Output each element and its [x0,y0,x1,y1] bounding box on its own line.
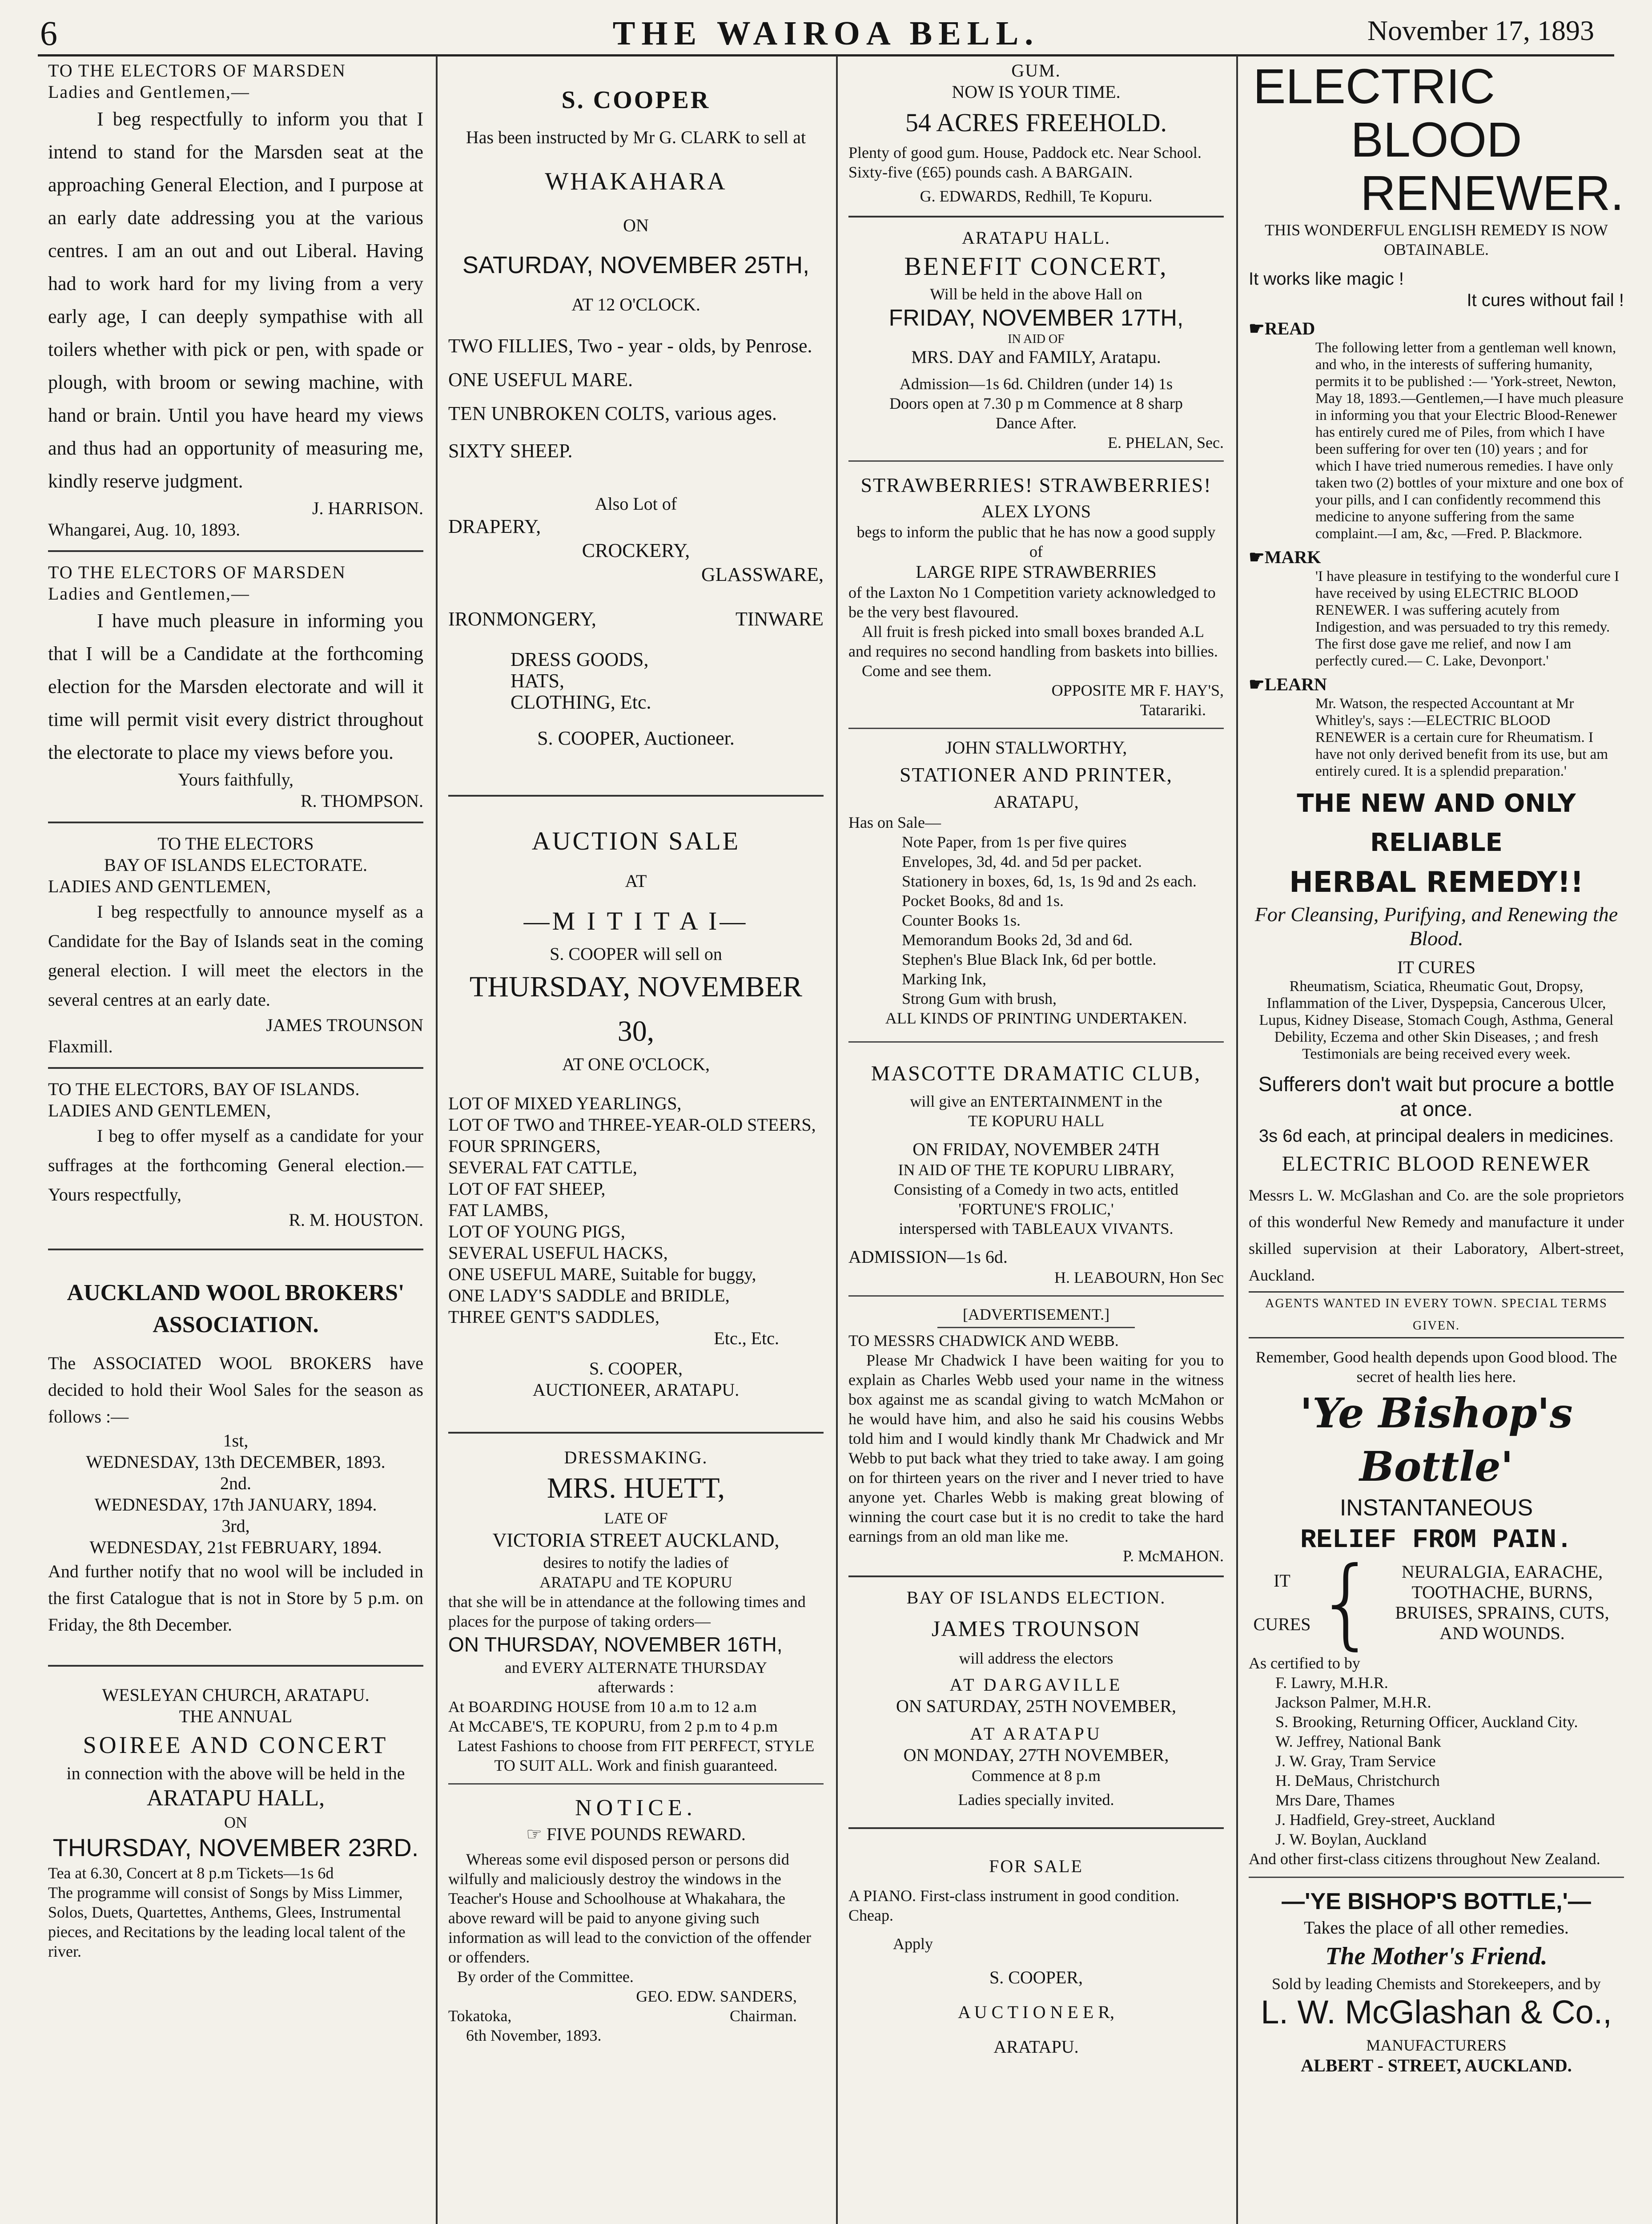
ad-line: Has been instructed by Mr G. CLARK to sell at [466,127,806,147]
product-title: 'Ye Bishop's Bottle' [1300,1389,1573,1491]
notice-subtitle [448,1824,824,1845]
event-date: FRIDAY, NOVEMBER 17TH, [888,305,1184,331]
venue: AT DARGAVILLE [949,1675,1123,1695]
ad-line: And other first-class citizens throughout New Zealand. [1249,1850,1600,1868]
column-divider [436,56,438,2224]
at-label: AT [625,871,647,891]
ad-signature: OPPOSITE MR F. HAY'S, [1051,681,1224,699]
notice-salutation: LADIES AND GENTLEMEN, [48,876,271,896]
notice-place: Tokatoka, [448,2007,512,2025]
notice-role: Chairman. [730,2007,797,2025]
ad-place: ARATAPU. [993,2037,1079,2057]
brand-line: ELECTRIC BLOOD RENEWER [1282,1152,1591,1176]
venue: ARATAPU HALL, [146,1785,325,1811]
divider [48,1249,423,1250]
ad-line: Has on Sale— [848,814,941,831]
ad-line: THIS WONDERFUL ENGLISH REMEDY IS NOW OBTAINABLE. [1265,221,1608,258]
stationer-ad [848,737,1224,1028]
ad-place: Tatarariki. [1140,701,1206,719]
ad-line: Will be held in the above Hall on [930,285,1142,303]
ad-body: Plenty of good gum. House, Paddock etc. Near School. Sixty-five (£65) pounds cash. A BARGAIN. [848,144,1202,181]
sale-item: LOT OF FAT SHEEP, [448,1179,606,1199]
stationery-item: Memorandum Books 2d, 3d and 6d. [902,931,1133,949]
ad-line: LATE OF [604,1509,668,1527]
letter-signature: P. McMAHON. [1122,1547,1224,1565]
harrison-notice [48,60,423,540]
notice-body: I beg to offer myself as a candidate for your suffrages at the forthcoming General election.—Yours respectfully, [48,1126,423,1205]
ad-line: Takes the place of all other remedies. [1304,1918,1569,1938]
column-divider [836,56,838,2224]
goods: DRAPERY, [448,516,541,537]
notice-salutation: Ladies and Gentlemen,— [48,82,250,102]
ad-line: Ladies specially invited. [958,1791,1114,1809]
visit-date: ON THURSDAY, NOVEMBER 16TH, [448,1633,783,1656]
divider [448,795,824,797]
divider [48,822,423,823]
venue: AT ARATAPU [970,1724,1102,1744]
certifier: J. Hadfield, Grey-street, Auckland [1275,1811,1495,1829]
ad-line: will give an ENTERTAINMENT in the [910,1092,1162,1110]
column-2 [440,60,832,2224]
goods: CROCKERY, [582,540,690,561]
ad-line: S. COOPER will sell on [550,944,722,964]
sale-item: LOT OF TWO and THREE-YEAR-OLD STEERS, [448,1115,816,1135]
whakahara-sale-ad [448,60,824,755]
testimonial: 'I have pleasure in testifying to the wonderful cure I have received by using ELECTRIC BLOOD RENEWER. I was suffering acutely from Indigestion, and was persuaded to try this remedy. The first dose gave me relief, and now I am perfectly cured.— C. Lake, Devonport.' [1315,568,1620,669]
sale-date: WEDNESDAY, 17th JANUARY, 1894. [94,1495,377,1515]
ad-line: in connection with the above will be held in the [66,1763,405,1783]
ad-line: Remember, Good health depends upon Good blood. The secret of health lies here. [1255,1348,1617,1386]
also-label: Also Lot of [595,494,677,514]
maker-name: L. W. McGlashan & Co., [1261,1994,1612,2031]
goods: DRESS GOODS, [510,649,649,670]
divider [848,728,1224,729]
ad-line: VICTORIA STREET AUCKLAND, [492,1529,780,1551]
price: 3s 6d each, at principal dealers in medicines. [1258,1126,1614,1146]
notice-signature: JAMES TROUNSON [266,1015,423,1035]
sale-number: 1st, [223,1430,249,1450]
goods: HATS, [510,670,565,692]
divider [848,1041,1224,1043]
etc: Etc., Etc. [714,1328,779,1348]
tagline: The Mother's Friend. [1325,1942,1547,1970]
product-name-line-1: ELECTRIC [1253,60,1495,114]
ad-line: afterwards : [598,1678,674,1696]
ad-line: Latest Fashions to choose from FIT PERFECT, STYLE TO SUIT ALL. Work and finish guaranteed. [457,1737,815,1774]
ad-line: TE KOPURU HALL [968,1112,1104,1130]
ad-line: At BOARDING HOUSE from 10 a.m to 12 a.m [448,1698,757,1716]
ad-line: of the Laxton No 1 Competition variety acknowledged to be the very best flavoured. [848,584,1216,621]
ad-body: The ASSOCIATED WOOL BROKERS have decided to hold their Wool Sales for the season as follows :— [48,1353,423,1426]
certifier: J. W. Gray, Tram Service [1275,1752,1436,1770]
testimonial: Mr. Watson, the respected Accountant at Mr Whitley's, says :—ELECTRIC BLOOD RENEWER is a certain cure for Rheumatism. I have not only derived benefit from its use, but am entirely cured. It is a splendid preparation.' [1315,696,1608,779]
programme-info: The programme will consist of Songs by Miss Limmer, Solos, Duets, Quartettes, Anthems, Glees, Instrumental pieces, and Recitations by the leading local talent of the river. [48,1884,406,1960]
ad-title: WESLEYAN CHURCH, ARATAPU. [102,1685,370,1705]
notice-date: 6th November, 1893. [466,2027,602,2044]
mcmahon-letter [848,1305,1224,1566]
certifier: S. Brooking, Returning Officer, Auckland City. [1275,1713,1578,1731]
sale-item: LOT OF YOUNG PIGS, [448,1221,625,1241]
ad-title: BAY OF ISLANDS ELECTION. [906,1587,1166,1608]
ad-signature-2: AUCTIONEER, ARATAPU. [532,1380,740,1400]
election-meeting-ad [848,1587,1224,1809]
event-date: THURSDAY, NOVEMBER 23RD. [52,1833,419,1861]
ad-title: AUCKLAND WOOL BROKERS' [67,1280,405,1305]
goods: GLASSWARE, [701,564,824,585]
ad-signature: S. COOPER, Auctioneer. [537,727,735,749]
column-4 [1241,60,1632,2224]
ad-title: AUCTION SALE [531,826,740,855]
stationery-item: Stationery in boxes, 6d, 1s, 1s 9d and 2s each. [902,872,1197,890]
ad-title: GUM. [1011,60,1061,81]
ad-line: Sufferers don't wait but procure a bottle at once. [1258,1072,1615,1120]
piano-for-sale-ad [848,1856,1224,2058]
cures-label-cures: CURES [1253,1614,1311,1634]
goods: TINWARE [736,608,824,630]
ad-title: ARATAPU HALL. [962,228,1110,248]
venue: WHAKAHARA [545,168,727,195]
notice-title: TO THE ELECTORS [157,834,314,854]
sale-item: THREE GENT'S SADDLES, [448,1307,659,1327]
divider [1249,1877,1624,1878]
certifier: F. Lawry, M.H.R. [1275,1674,1388,1692]
sale-item: SEVERAL USEFUL HACKS, [448,1243,668,1263]
on-label: ON [224,1813,247,1831]
testimonial: The following letter from a gentleman well known, and who, in the interests of suffering humanity, permits it to be published :— 'York-street, Newton, May 18, 1893.—Gentlemen,—I have much pleasure in informing you that your Electric Blood-Renewer has entirely cured me of Piles, from which I have been suffering for over ten (10) years ; and for which I have tried numerous remedies. I have only taken two (2) bottles of your mixture and one box of your pills, and I can confidently recommend this medicine to anyone suffering from the same complaint.—I am, &c, —Fred. P. Blackmore. [1315,340,1624,542]
brace-glyph: { [1315,1546,1378,1660]
product-name-line-2: BLOOD [1351,113,1522,167]
play-title: 'FORTUNE'S FROLIC,' [958,1200,1114,1218]
ad-headline: MASCOTTE DRAMATIC CLUB, [871,1062,1202,1085]
cures-label-it: IT [1274,1571,1290,1591]
sale-item: FAT LAMBS, [448,1200,549,1220]
ad-signature: E. PHELAN, Sec. [1108,434,1224,451]
event-date: ON FRIDAY, NOVEMBER 24TH [912,1139,1160,1159]
dance: Dance After. [996,414,1077,432]
meeting-date: ON SATURDAY, 25TH NOVEMBER, [896,1696,1177,1716]
ad-headline: BENEFIT CONCERT, [904,252,1168,281]
ad-line: It works like magic ! [1249,269,1404,289]
stationery-list [848,832,1224,1008]
goods: IRONMONGERY, [448,608,596,630]
notice-signature: GEO. EDW. SANDERS, [636,1987,797,2005]
ad-place: ARATAPU, [993,792,1079,812]
notice-title: NOTICE. [575,1795,697,1821]
ad-subtitle: RELIEF FROM PAIN. [1300,1525,1573,1555]
ad-signature: S. COOPER, [989,1967,1083,1987]
certifier: J. W. Boylan, Auckland [1275,1830,1427,1848]
dressmaking-ad [448,1447,824,1775]
ad-signature: H. LEABOURN, Hon Sec [1054,1269,1224,1286]
certifier: Mrs Dare, Thames [1275,1791,1395,1809]
sale-item: LOT OF MIXED YEARLINGS, [448,1093,682,1113]
notice-signature: J. HARRISON. [312,498,423,518]
divider [448,1432,824,1434]
sale-item: ONE USEFUL MARE, Suitable for buggy, [448,1264,756,1284]
reward-notice [448,1793,824,2045]
notice-signature: R. M. HOUSTON. [289,1210,423,1230]
certifier: Jackson Palmer, M.H.R. [1275,1693,1431,1711]
notice-body: I beg respectfully to inform you that I intend to stand for the Marsden seat at the approaching General Election, and I purpose at an early date addressing you at the various centres. I am an out and out Liberal. Having had to work hard for my living from a very early age, I can deeply sympathise with all toilers whether with pick or pen, with spade or plough, with broom or sewing machine, with hand or brain. Until you have heard my views and thus had an opportunity of measuring me, kindly reserve judgment. [48,108,423,492]
sale-item: FOUR SPRINGERS, [448,1136,601,1156]
sale-item: TWO FILLIES, Two - year - olds, by Penrose. [448,335,812,357]
ad-title: STRAWBERRIES! STRAWBERRIES! [860,474,1212,496]
newspaper-title: THE WAIROA BELL. [612,15,1040,52]
certifier: H. DeMaus, Christchurch [1275,1772,1440,1789]
houston-notice [48,1079,423,1231]
sale-item: ONE LADY'S SADDLE and BRIDLE, [448,1285,730,1305]
sale-item: SEVERAL FAT CATTLE, [448,1157,637,1177]
sale-item: TEN UNBROKEN COLTS, various ages. [448,403,777,424]
ad-line: For Cleansing, Purifying, and Renewing the Blood. [1254,903,1618,950]
read-heading [1249,318,1624,339]
notice-by: By order of the Committee. [457,1968,634,1986]
goods: CLOTHING, Etc. [510,691,651,713]
notice-body: I have much pleasure in informing you that I will be a Candidate at the forthcoming election for the Marsden electorate and will it time will permit visit every district throughout the electorate to place my views before you. [48,610,423,763]
cures-list: Rheumatism, Sciatica, Rheumatic Gout, Dropsy, Inflammation of the Liver, Dyspepsia, Cancerous Ulcer, Lupus, Kidney Disease, Stomach Cough, Asthma, General Debility, Eczema and other Skin Diseases, ; and fresh Testimonials are being received every week. [1259,978,1614,1062]
notice-title: TO THE ELECTORS OF MARSDEN [48,60,346,81]
stationery-item: Note Paper, from 1s per five quires [902,833,1127,851]
ad-line: desires to notify the ladies of [543,1554,729,1571]
notice-body: I beg respectfully to announce myself as a Candidate for the Bay of Islands seat in the coming general election. I will meet the electors in the several centres at an early date. [48,902,423,1010]
meeting-date: ON MONDAY, 27TH NOVEMBER, [903,1745,1169,1765]
stationer-name: JOHN STALLWORTHY, [945,737,1127,757]
ad-line: LARGE RIPE STRAWBERRIES [916,562,1157,582]
admission: ADMISSION—1s 6d. [848,1247,1008,1267]
venue: —M I T I T A I— [523,907,748,935]
wesleyan-concert-ad [48,1684,423,1961]
certifier-list [1249,1673,1624,1849]
divider [48,550,423,552]
pointing-hand-icon: ☛ [1249,318,1265,338]
ad-line: that she will be in attendance at the following times and places for the purpose of taking orders— [448,1593,806,1630]
ad-footer: And further notify that no wool will be included in the first Catalogue that is not in Store by 5 p.m. on Friday, the 8th December. [48,1561,423,1635]
ad-line: ARATAPU and TE KOPURU [539,1573,732,1591]
wool-brokers-ad [48,1277,423,1638]
notice-subtitle: BAY OF ISLANDS ELECTORATE. [104,855,367,875]
admission: Admission—1s 6d. Children (under 14) 1s [900,375,1173,393]
ad-subtitle: INSTANTANEOUS [1339,1495,1533,1521]
cures-label [1249,1570,1315,1635]
ad-headline: STATIONER AND PRINTER, [899,763,1173,786]
ad-line: and EVERY ALTERNATE THURSDAY [504,1659,768,1676]
sale-date: WEDNESDAY, 21st FEBRUARY, 1894. [89,1537,382,1557]
ad-title: FOR SALE [989,1856,1083,1876]
sale-item: ONE USEFUL MARE. [448,369,633,391]
ad-line: Commence at 8 p.m [972,1767,1101,1785]
beneficiary: MRS. DAY and FAMILY, Aratapu. [911,347,1161,367]
sale-date: WEDNESDAY, 13th DECEMBER, 1893. [86,1452,386,1472]
pointing-hand-icon: ☛ [1249,547,1265,567]
cures-block [1249,1546,1624,1660]
ad-line: IN AID OF THE TE KOPURU LIBRARY, [898,1161,1174,1179]
stationery-item: Strong Gum with brush, [902,990,1057,1007]
stationery-item: Envelopes, 3d, 4d. and 5d per packet. [902,853,1142,870]
divider [848,216,1224,218]
seller-name: ALEX LYONS [981,501,1091,521]
letter-body: Please Mr Chadwick I have been waiting for you to explain as Charles Webb used your name in the witness box against me as scandal giving to watch McMahon or he would have him, and also he said his cousins Webbs told him and I would kindly thank Mr Chadwick and Mr Webb to put back what they tried to take away. I am going on for thirteen years on the river and I never tried to have anyone yet. Charles Webb is making great blowing of winning the court case but it is no credit to take the hard earnings from an old man like me. [848,1351,1224,1545]
maker-address: ALBERT - STREET, AUCKLAND. [1301,2055,1572,2075]
issue-date: November 17, 1893 [1367,15,1594,46]
divider [448,1783,824,1785]
benefit-concert-ad [848,227,1224,452]
certified-label: As certified to by [1249,1654,1360,1672]
sale-item: SIXTY SHEEP. [448,440,573,462]
advert-tag: [ADVERTISEMENT.] [962,1305,1110,1323]
stationery-item: Counter Books 1s. [902,911,1021,929]
ticket-info: Tea at 6.30, Concert at 8 p.m Tickets—1s 6d [48,1864,334,1882]
ad-line: Consisting of a Comedy in two acts, entitled [894,1180,1178,1198]
maker-role: MANUFACTURERS [1366,2036,1507,2054]
thompson-notice [48,562,423,812]
ad-line: All fruit is fresh picked into small boxes branded A.L and requires no second handling from baskets into billies. [848,623,1218,660]
sale-time: AT 12 O'CLOCK. [571,294,700,314]
notice-salutation: Ladies and Gentlemen,— [48,584,250,604]
apply-label: Apply [893,1935,933,1953]
divider [848,1575,1224,1577]
divider [848,1827,1224,1829]
sale-date: THURSDAY, NOVEMBER 30, [469,971,803,1048]
ad-line: Come and see them. [862,662,992,680]
sale-number: 3rd, [221,1516,250,1536]
column-3 [840,60,1232,2224]
divider [848,1295,1224,1297]
notice-place: Flaxmill. [48,1036,113,1056]
ad-signature: G. EDWARDS, Redhill, Te Kopuru. [920,187,1153,205]
ad-subtitle: THE ANNUAL [179,1706,293,1726]
bishops-bottle-ad [1249,1347,1624,2076]
gum-land-ad [848,60,1224,206]
ad-subtitle: NOW IS YOUR TIME. [952,82,1121,102]
notice-title: TO THE ELECTORS OF MARSDEN [48,562,346,582]
ad-line: It cures without fail ! [1467,290,1624,310]
ad-signature-role: A U C T I O N E E R, [958,2002,1114,2022]
sale-items [448,1093,824,1328]
agents-wanted: AGENTS WANTED IN EVERY TOWN. SPECIAL TERMS GIVEN. [1249,1291,1624,1338]
mark-label: MARK [1264,547,1321,567]
notice-place: Whangarei, Aug. 10, 1893. [48,520,241,540]
divider [937,1327,1135,1328]
masthead [0,0,1652,58]
notice-salutation: LADIES AND GENTLEMEN, [48,1100,271,1120]
dressmaker-name: MRS. HUETT, [547,1472,725,1504]
slogan: HERBAL REMEDY!! [1289,866,1584,899]
auctioneer-name: S. COOPER [561,86,711,114]
ad-signature: S. COOPER, [589,1358,683,1378]
notice-body: Whereas some evil disposed person or persons did wilfully and maliciously destroy the windows in the Teacher's House and Schoolhouse at Whakahara, the above reward will be paid to anyone giving such information as will lead to the conviction of the offender or offenders. [448,1850,812,1966]
pointing-hand-icon: ☞ [526,1824,543,1844]
ad-line: interspersed with TABLEAUX VIVANTS. [899,1220,1174,1237]
pointing-hand-icon: ☛ [1249,674,1265,694]
product-name-line-3: RENEWER. [1360,166,1624,221]
certifier: W. Jeffrey, National Bank [1275,1732,1441,1750]
cures-list: NEURALGIA, EARACHE, TOOTHACHE, BURNS, BRUISES, SPRAINS, CUTS, AND WOUNDS. [1395,1562,1609,1643]
sale-number: 2nd. [220,1473,251,1493]
notice-title: TO THE ELECTORS, BAY OF ISLANDS. [48,1079,360,1099]
ad-line: will address the electors [959,1649,1113,1667]
mark-heading [1249,547,1624,568]
column-divider [1236,56,1238,2224]
column-1 [40,60,431,2224]
ad-line: begs to inform the public that he has now a good supply of [856,523,1216,560]
notice-close: Yours faithfully, [177,770,294,790]
divider [848,460,1224,462]
stationery-item: Stephen's Blue Black Ink, 6d per bottle. [902,951,1157,968]
learn-heading [1249,674,1624,695]
notice-signature: R. THOMPSON. [301,791,423,811]
candidate-name: JAMES TROUNSON [931,1616,1141,1641]
sale-time: AT ONE O'CLOCK, [562,1054,710,1074]
letter-heading: TO MESSRS CHADWICK AND WEBB. [848,1332,1119,1350]
on-label: ON [623,215,649,235]
sale-date: SATURDAY, NOVEMBER 25TH, [462,252,810,278]
ad-body: A PIANO. First-class instrument in good condition. Cheap. [848,1887,1179,1924]
notice-subtitle-text: FIVE POUNDS REWARD. [547,1824,746,1844]
electric-blood-renewer-ad [1249,60,1624,1338]
ad-headline: SOIREE AND CONCERT [83,1732,389,1758]
dramatic-club-ad [848,1056,1224,1287]
ad-headline: 54 ACRES FREEHOLD. [905,108,1167,137]
trounson-notice [48,833,423,1057]
maker-info: Messrs L. W. McGlashan and Co. are the sole proprietors of this wonderful New Remedy and manufacture it under skilled supervision at their Laboratory, Albert-street, Auckland. [1249,1186,1624,1284]
slogan: THE NEW AND ONLY RELIABLE [1297,789,1576,857]
doors: Doors open at 7.30 p m Commence at 8 sharp [889,395,1183,412]
ad-line: IN AID OF [1008,332,1065,346]
divider [48,1665,423,1667]
ad-title: DRESSMAKING. [564,1447,708,1467]
stationery-item: Marking Ink, [902,970,986,988]
read-label: READ [1264,318,1315,338]
ad-line: At McCABE'S, TE KOPURU, from 2 p.m to 4 p.m [448,1717,778,1735]
slogan: —'YE BISHOP'S BOTTLE,'— [1282,1889,1591,1914]
ad-title-2: ASSOCIATION. [153,1312,319,1338]
masthead-rule [38,54,1614,56]
mititai-auction-ad [448,819,824,1401]
ad-footer: ALL KINDS OF PRINTING UNDERTAKEN. [885,1009,1187,1027]
cures-heading: IT CURES [1397,957,1475,977]
strawberries-ad [848,470,1224,720]
divider [48,1067,423,1069]
ad-line: Sold by leading Chemists and Storekeepers, and by [1272,1975,1601,1993]
page-number: 6 [40,14,57,52]
learn-label: LEARN [1264,674,1327,694]
stationery-item: Pocket Books, 8d and 1s. [902,892,1064,910]
